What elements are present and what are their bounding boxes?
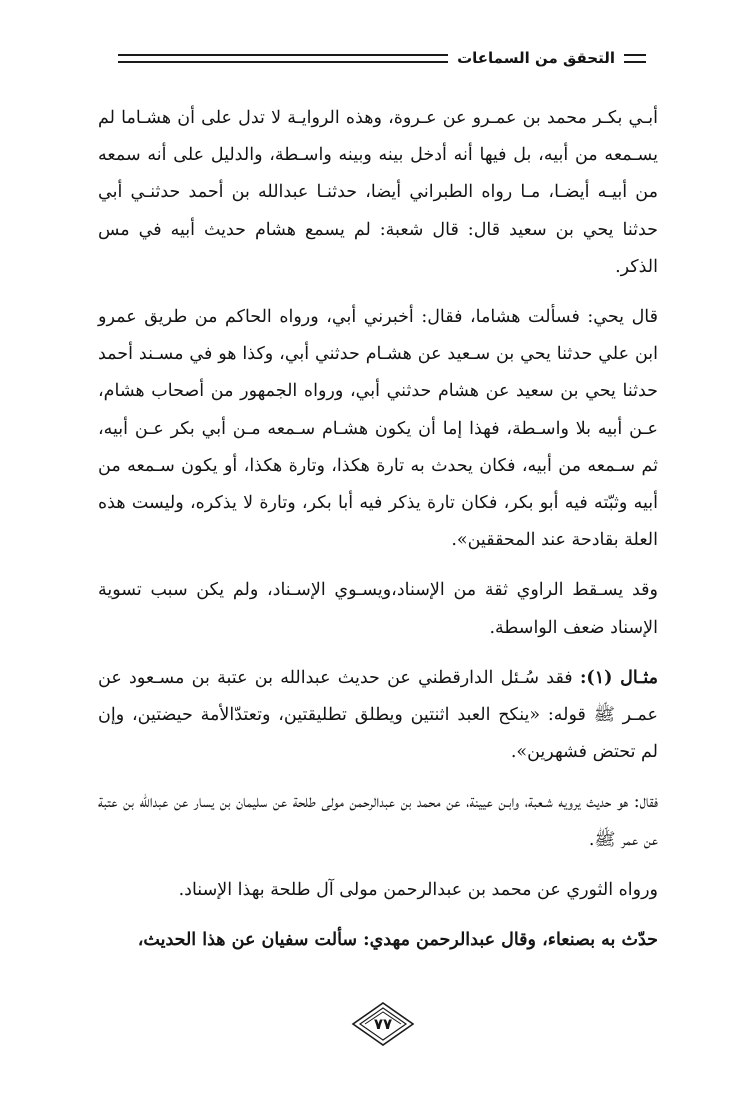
paragraph-5-text: فقال: هو حديث يرويه شـعبة، وابـن عيينة، عن محمد بن عبدالرحمن مولى طلحة عن سليمان بن يسار عن عبدالله بن عتبة عن عمر ﷺ. [98, 792, 658, 850]
header-title: التحقق من السماعات [457, 49, 615, 67]
paragraph-4-text: فقد سُـئل الدارقطني عن حديث عبدالله بن عتبة بن مسـعود عن عمـر ﷺ قوله: «ينكح العبد اثنتين ويطلق تطليقتين، وتعتدّالأمة حيضتين، وإن لم تحتض فشهرين». [98, 667, 658, 763]
paragraph-6-text: ورواه الثوري عن محمد بن عبدالرحمن مولى آل طلحة بهذا الإسناد. [178, 879, 658, 900]
running-header [118, 44, 646, 72]
page-body [98, 100, 658, 972]
paragraph-3-text: وقد يسـقط الراوي ثقة من الإسناد،ويسـوي الإسـناد، ولم يكن سبب تسوية الإسناد ضعف الواسطة. [98, 580, 658, 638]
paragraph-7-text: حدّث به بصنعاء، وقال عبدالرحمن مهدي: سألت سفيان عن هذا الحديث، [137, 930, 658, 951]
paragraph-7 [98, 922, 658, 959]
paragraph-3 [98, 572, 658, 646]
paragraph-2-text: قال يحي: فسألت هشاما، فقال: أخبرني أبي، ورواه الحاكم من طريق عمرو ابن علي حدثنا يحي بن سـعيد عن هشـام حدثني أبي، وكذا هو في مسـند أحمد حدثنا يحي بن سعيد عن هشام حدثني أبي، ورواه الجمهور من أصحاب هشام، عـن أبيه بلا واسـطة، فهذا إما أن يكون هشـام سـمعه مـن أبي بكر عـن أبيه، ثم سـمعه من أبيه، فكان يحدث به تارة هكذا، وتارة هكذا، أو يكون سـمعه من أبيه وثبّته فيه أبو بكر، فكان تارة يذكر فيه أبا بكر، وتارة لا يذكره، وليست هذه العلة بقادحة عند المحققين». [98, 307, 658, 551]
paragraph-4 [98, 660, 658, 772]
example-label: مثـال (١): [579, 667, 658, 688]
page-number-ornament [351, 1001, 415, 1047]
page-number: ٧٧ [373, 1015, 393, 1033]
paragraph-2 [98, 299, 658, 559]
paragraph-5 [98, 784, 658, 858]
paragraph-6 [98, 872, 658, 909]
header-rule-short [624, 54, 646, 63]
header-rule-long [118, 54, 448, 63]
paragraph-1-text: أبـي بكـر محمد بن عمـرو عن عـروة، وهذه الروايـة لا تدل على أن هشـاما لم يسـمعه من أبيه، بل فيها أنه أدخل بينه وبينه واسـطة، والدليل على أنه سمعه من أبيـه أيضـا، مـا رواه الطبراني أيضا، حدثنـا عبدالله بن أحمد حدثنـي أبي حدثنا يحي بن سعيد قال: قال شعبة: لم يسمع هشام حديث أبيه في مس الذكر. [98, 108, 658, 277]
paragraph-1 [98, 100, 658, 286]
